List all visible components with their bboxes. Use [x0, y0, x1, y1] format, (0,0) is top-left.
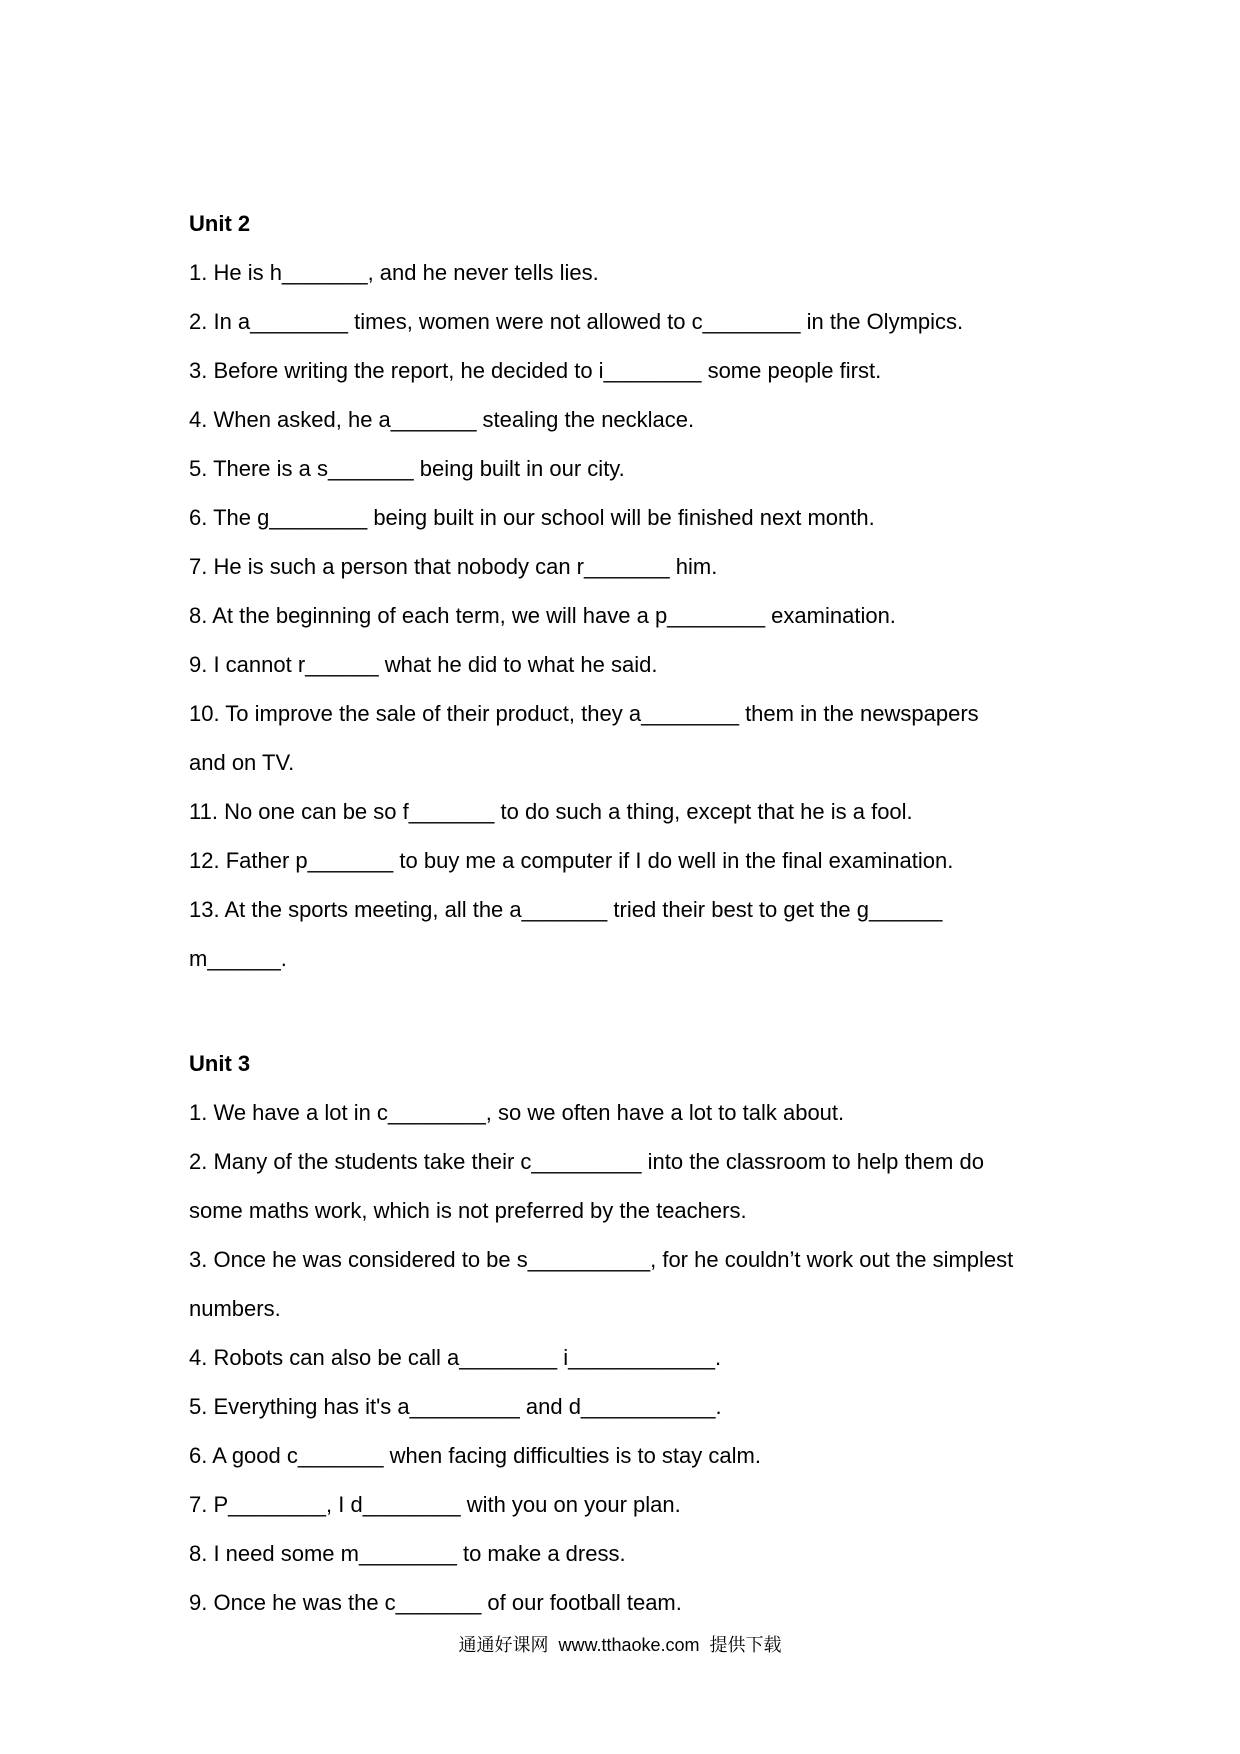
unit-3-line-11: 9. Once he was the c_______ of our football team. [189, 1590, 682, 1615]
unit-3-line-1: 1. We have a lot in c________, so we often have a lot to talk about. [189, 1100, 845, 1125]
unit-3-line-4: 3. Once he was considered to be s__________, for he couldn’t work out the simplest [189, 1247, 1014, 1272]
unit-2-line-13: 12. Father p_______ to buy me a computer if I do well in the final examination. [189, 848, 954, 873]
unit-2-line-5: 5. There is a s_______ being built in our city. [189, 456, 625, 481]
unit-2-line-7: 7. He is such a person that nobody can r_______ him. [189, 554, 718, 579]
unit-2-line-4: 4. When asked, he a_______ stealing the necklace. [189, 407, 695, 432]
unit-2-line-2: 2. In a________ times, women were not allowed to c________ in the Olympics. [189, 309, 964, 334]
unit-2-line-3: 3. Before writing the report, he decided to i________ some people first. [189, 358, 882, 383]
unit-3-line-7: 5. Everything has it's a_________ and d___________. [189, 1394, 722, 1419]
unit-2-line-8: 8. At the beginning of each term, we will have a p________ examination. [189, 603, 896, 628]
unit-3-section [189, 1046, 1069, 1634]
unit-3-heading: Unit 3 [189, 1051, 251, 1076]
section-spacer [189, 990, 1069, 1046]
unit-2-heading: Unit 2 [189, 211, 251, 236]
unit-2-line-9: 9. I cannot r______ what he did to what he said. [189, 652, 658, 677]
unit-2-line-1: 1. He is h_______, and he never tells lies. [189, 260, 599, 285]
unit-3-line-8: 6. A good c_______ when facing difficulties is to stay calm. [189, 1443, 761, 1468]
unit-2-section [189, 206, 1069, 990]
document-body [189, 206, 1069, 1634]
unit-2-line-15: m______. [189, 946, 287, 971]
unit-2-line-10: 10. To improve the sale of their product, they a________ them in the newspapers [189, 701, 979, 726]
unit-3-line-3: some maths work, which is not preferred by the teachers. [189, 1198, 747, 1223]
unit-2-line-12: 11. No one can be so f_______ to do such a thing, except that he is a fool. [189, 799, 913, 824]
unit-3-line-2: 2. Many of the students take their c_________ into the classroom to help them do [189, 1149, 984, 1174]
unit-3-line-5: numbers. [189, 1296, 281, 1321]
unit-2-line-14: 13. At the sports meeting, all the a_______ tried their best to get the g______ [189, 897, 943, 922]
page-footer: 通通好课网 www.tthaoke.com 提供下载 [458, 1635, 782, 1655]
unit-3-line-10: 8. I need some m________ to make a dress. [189, 1541, 626, 1566]
unit-2-line-6: 6. The g________ being built in our school will be finished next month. [189, 505, 875, 530]
unit-3-line-9: 7. P________, I d________ with you on your plan. [189, 1492, 681, 1517]
unit-3-line-6: 4. Robots can also be call a________ i____________. [189, 1345, 722, 1370]
unit-2-line-11: and on TV. [189, 750, 295, 775]
